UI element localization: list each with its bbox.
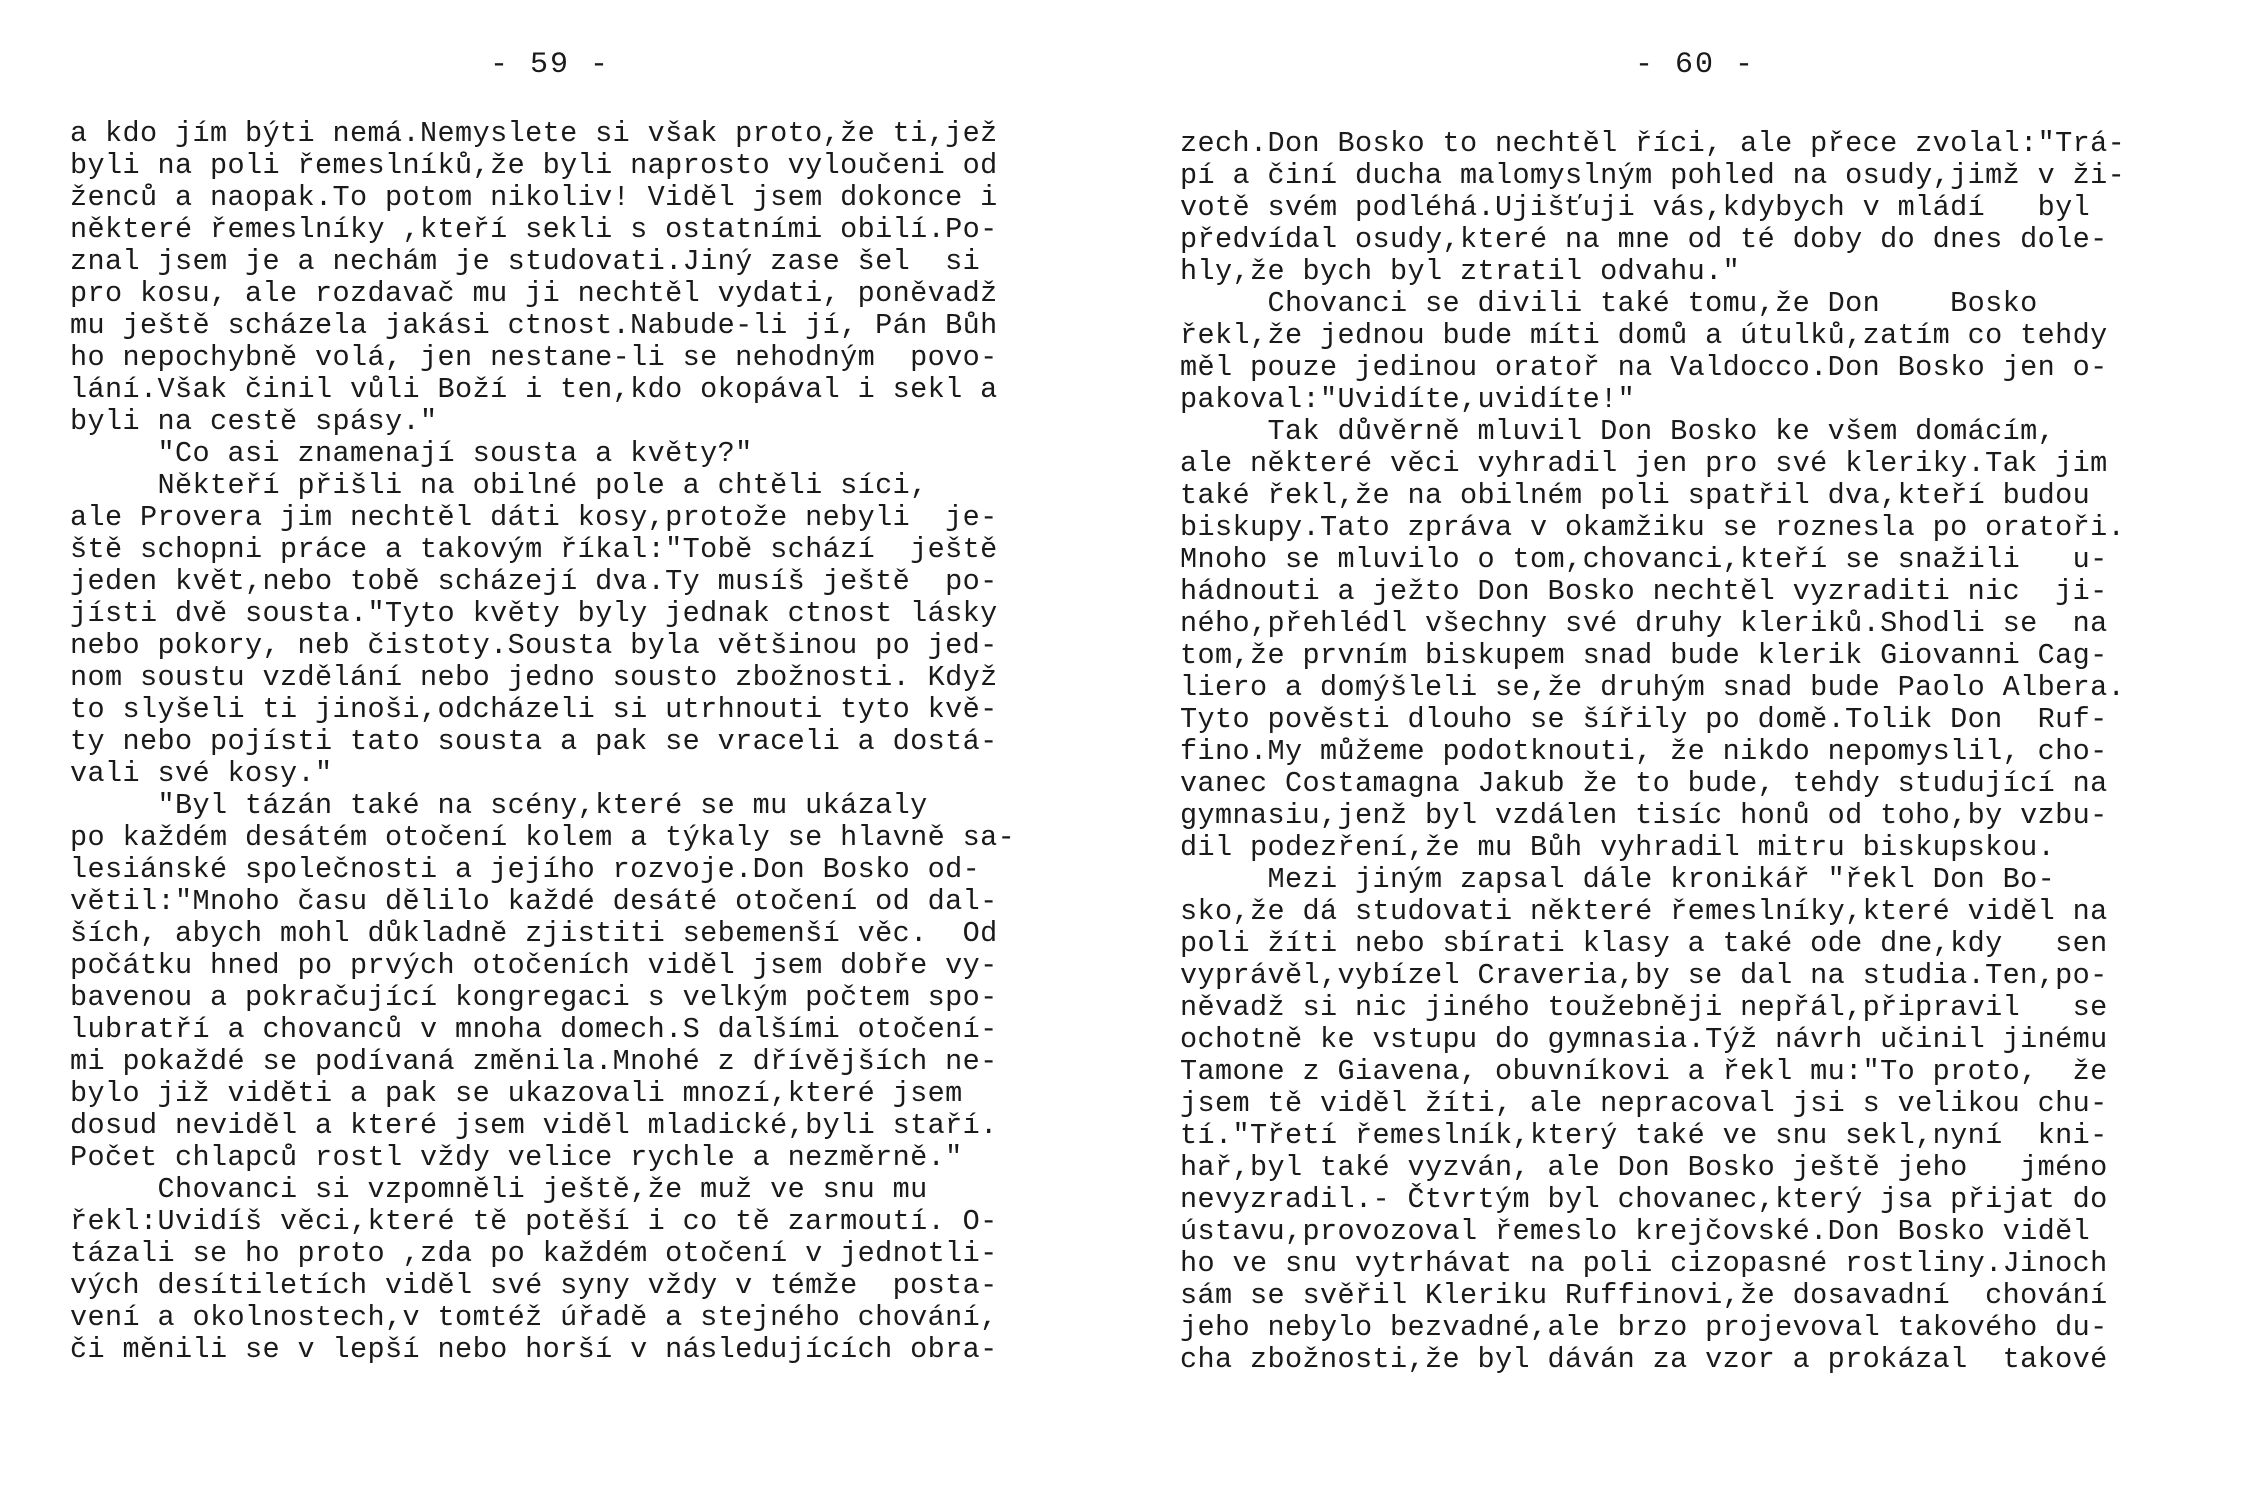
text-line: znal jsem je a nechám je studovati.Jiný zase šel si	[70, 245, 981, 278]
text-line: tázali se ho proto ,zda po každém otočení v jednotli-	[70, 1237, 998, 1270]
text-line: mi pokaždé se podívaná změnila.Mnohé z dřívějších ne-	[70, 1045, 998, 1078]
text-line: Tyto pověsti dlouho se šířily po domě.Tolik Don Ruf-	[1180, 703, 2108, 736]
text-line: větil:"Mnoho času dělilo každé desáté otočení od dal-	[70, 885, 998, 918]
text-line: vení a okolnostech,v tomtéž úřadě a stejného chování,	[70, 1301, 998, 1334]
text-line: "Byl tázán také na scény,které se mu ukázaly	[70, 789, 928, 822]
text-line: dil podezření,že mu Bůh vyhradil mitru biskupskou.	[1180, 831, 2056, 864]
text-line: tom,že prvním biskupem snad bude klerik Giovanni Cag-	[1180, 639, 2108, 672]
text-line: jísti dvě sousta."Tyto květy byly jednak ctnost lásky	[70, 597, 998, 630]
page-number-right: - 60 -	[1635, 48, 1756, 82]
right-page-text	[1180, 128, 2125, 1376]
text-line: něvadž si nic jiného toužebněji nepřál,připravil se	[1180, 991, 2108, 1024]
text-line: gymnasiu,jenž byl vzdálen tisíc honů od toho,by vzbu-	[1180, 799, 2108, 832]
text-line: liero a domýšleli se,že druhým snad bude Paolo Albera.	[1180, 671, 2126, 704]
text-line: předvídal osudy,které na mne od té doby do dnes dole-	[1180, 223, 2108, 256]
text-line: vali své kosy."	[70, 757, 333, 790]
text-line: vyprávěl,vybízel Craveria,by se dal na studia.Ten,po-	[1180, 959, 2108, 992]
text-line: některé řemeslníky ,kteří sekli s ostatními obilí.Po-	[70, 213, 998, 246]
text-line: Někteří přišli na obilné pole a chtěli síci,	[70, 469, 928, 502]
text-line: lesiánské společnosti a jejího rozvoje.Don Bosko od-	[70, 853, 981, 886]
text-line: ho nepochybně volá, jen nestane-li se nehodným povo-	[70, 341, 998, 374]
text-line: biskupy.Tato zpráva v okamžiku se roznesla po oratoři.	[1180, 511, 2126, 544]
text-line: ale některé věci vyhradil jen pro své kleriky.Tak jim	[1180, 447, 2108, 480]
text-line: pakoval:"Uvidíte,uvidíte!"	[1180, 383, 1636, 416]
text-line: Chovanci si vzpomněli ještě,že muž ve snu mu	[70, 1173, 928, 1206]
text-line: sko,že dá studovati některé řemeslníky,které viděl na	[1180, 895, 2108, 928]
text-line: jeho nebylo bezvadné,ale brzo projevoval takového du-	[1180, 1311, 2108, 1344]
text-line: fino.My můžeme podotknouti, že nikdo nepomyslil, cho-	[1180, 735, 2108, 768]
text-line: ústavu,provozoval řemeslo krejčovské.Don Bosko viděl	[1180, 1215, 2091, 1248]
text-line: lubratří a chovanců v mnoha domech.S dalšími otočení-	[70, 1013, 998, 1046]
text-line: ochotně ke vstupu do gymnasia.Týž návrh učinil jinému	[1180, 1023, 2108, 1056]
text-line: hař,byl také vyzván, ale Don Bosko ještě jeho jméno	[1180, 1151, 2108, 1184]
text-line: řekl,že jednou bude míti domů a útulků,zatím co tehdy	[1180, 319, 2108, 352]
text-line: pí a činí ducha malomyslným pohled na osudy,jimž v ži-	[1180, 159, 2126, 192]
text-line: to slyšeli ti jinoši,odcházeli si utrhnouti tyto kvě-	[70, 693, 998, 726]
text-line: ty nebo pojísti tato sousta a pak se vraceli a dostá-	[70, 725, 998, 758]
text-line: či měnili se v lepší nebo horší v následujících obra-	[70, 1333, 998, 1366]
text-line: ho ve snu vytrhávat na poli cizopasné rostliny.Jinoch	[1180, 1247, 2108, 1280]
text-line: po každém desátém otočení kolem a týkaly se hlavně sa-	[70, 821, 1016, 854]
text-line: také řekl,že na obilném poli spatřil dva,kteří budou	[1180, 479, 2091, 512]
text-line: počátku hned po prvých otočeních viděl jsem dobře vy-	[70, 949, 998, 982]
text-line: sám se svěřil Kleriku Ruffinovi,že dosavadní chování	[1180, 1279, 2108, 1312]
text-line: hly,že bych byl ztratil odvahu."	[1180, 255, 1741, 288]
text-line: ších, abych mohl důkladně zjistiti sebemenší věc. Od	[70, 917, 998, 950]
text-line: cha zbožnosti,že byl dáván za vzor a prokázal takové	[1180, 1343, 2108, 1376]
text-line: bylo již viděti a pak se ukazovali mnozí,které jsem	[70, 1077, 963, 1110]
text-line: dosud neviděl a které jsem viděl mladické,byli staří.	[70, 1109, 998, 1142]
text-line: Tamone z Giavena, obuvníkovi a řekl mu:"To proto, že	[1180, 1055, 2108, 1088]
text-line: nevyzradil.- Čtvrtým byl chovanec,který jsa přijat do	[1180, 1183, 2108, 1216]
text-line: Mezi jiným zapsal dále kronikář "řekl Don Bo-	[1180, 863, 2056, 896]
text-line: ženců a naopak.To potom nikoliv! Viděl jsem dokonce i	[70, 181, 998, 214]
text-line: měl pouze jedinou oratoř na Valdocco.Don Bosko jen o-	[1180, 351, 2108, 384]
text-line: hádnouti a ježto Don Bosko nechtěl vyzraditi nic ji-	[1180, 575, 2108, 608]
left-page-text	[70, 118, 1015, 1366]
text-line: zech.Don Bosko to nechtěl říci, ale přece zvolal:"Trá-	[1180, 127, 2126, 160]
page-number-left: - 59 -	[490, 48, 611, 82]
text-line: Tak důvěrně mluvil Don Bosko ke všem domácím,	[1180, 415, 2056, 448]
text-line: vanec Costamagna Jakub že to bude, tehdy studující na	[1180, 767, 2108, 800]
text-line: a kdo jím býti nemá.Nemyslete si však proto,že ti,jež	[70, 117, 998, 150]
text-line: byli na cestě spásy."	[70, 405, 438, 438]
text-line: Počet chlapců rostl vždy velice rychle a nezměrně."	[70, 1141, 963, 1174]
text-line: poli žíti nebo sbírati klasy a také ode dne,kdy sen	[1180, 927, 2108, 960]
text-line: mu ještě scházela jakási ctnost.Nabude-li jí, Pán Bůh	[70, 309, 998, 342]
text-line: pro kosu, ale rozdavač mu ji nechtěl vydati, poněvadž	[70, 277, 998, 310]
text-line: lání.Však činil vůli Boží i ten,kdo okopával i sekl a	[70, 373, 998, 406]
text-line: ště schopni práce a takovým říkal:"Tobě schází ještě	[70, 533, 998, 566]
text-line: ale Provera jim nechtěl dáti kosy,protože nebyli je-	[70, 501, 998, 534]
text-line: votě svém podléhá.Ujišťuji vás,kdybych v mládí byl	[1180, 191, 2091, 224]
text-line: "Co asi znamenají sousta a květy?"	[70, 437, 753, 470]
text-line: jsem tě viděl žíti, ale nepracoval jsi s velikou chu-	[1180, 1087, 2108, 1120]
text-line: ného,přehlédl všechny své druhy kleriků.Shodli se na	[1180, 607, 2108, 640]
text-line: řekl:Uvidíš věci,které tě potěší i co tě zarmoutí. O-	[70, 1205, 998, 1238]
text-line: nom soustu vzdělání nebo jedno sousto zbožnosti. Když	[70, 661, 998, 694]
text-line: Mnoho se mluvilo o tom,chovanci,kteří se snažili u-	[1180, 543, 2108, 576]
text-line: Chovanci se divili také tomu,že Don Bosko	[1180, 287, 2038, 320]
text-line: bavenou a pokračující kongregaci s velkým počtem spo-	[70, 981, 998, 1014]
text-line: jeden květ,nebo tobě scházejí dva.Ty musíš ještě po-	[70, 565, 998, 598]
text-line: byli na poli řemeslníků,že byli naprosto vyloučeni od	[70, 149, 998, 182]
text-line: nebo pokory, neb čistoty.Sousta byla většinou po jed-	[70, 629, 998, 662]
text-line: tí."Třetí řemeslník,který také ve snu sekl,nyní kni-	[1180, 1119, 2108, 1152]
text-line: vých desítiletích viděl své syny vždy v témže posta-	[70, 1269, 998, 1302]
